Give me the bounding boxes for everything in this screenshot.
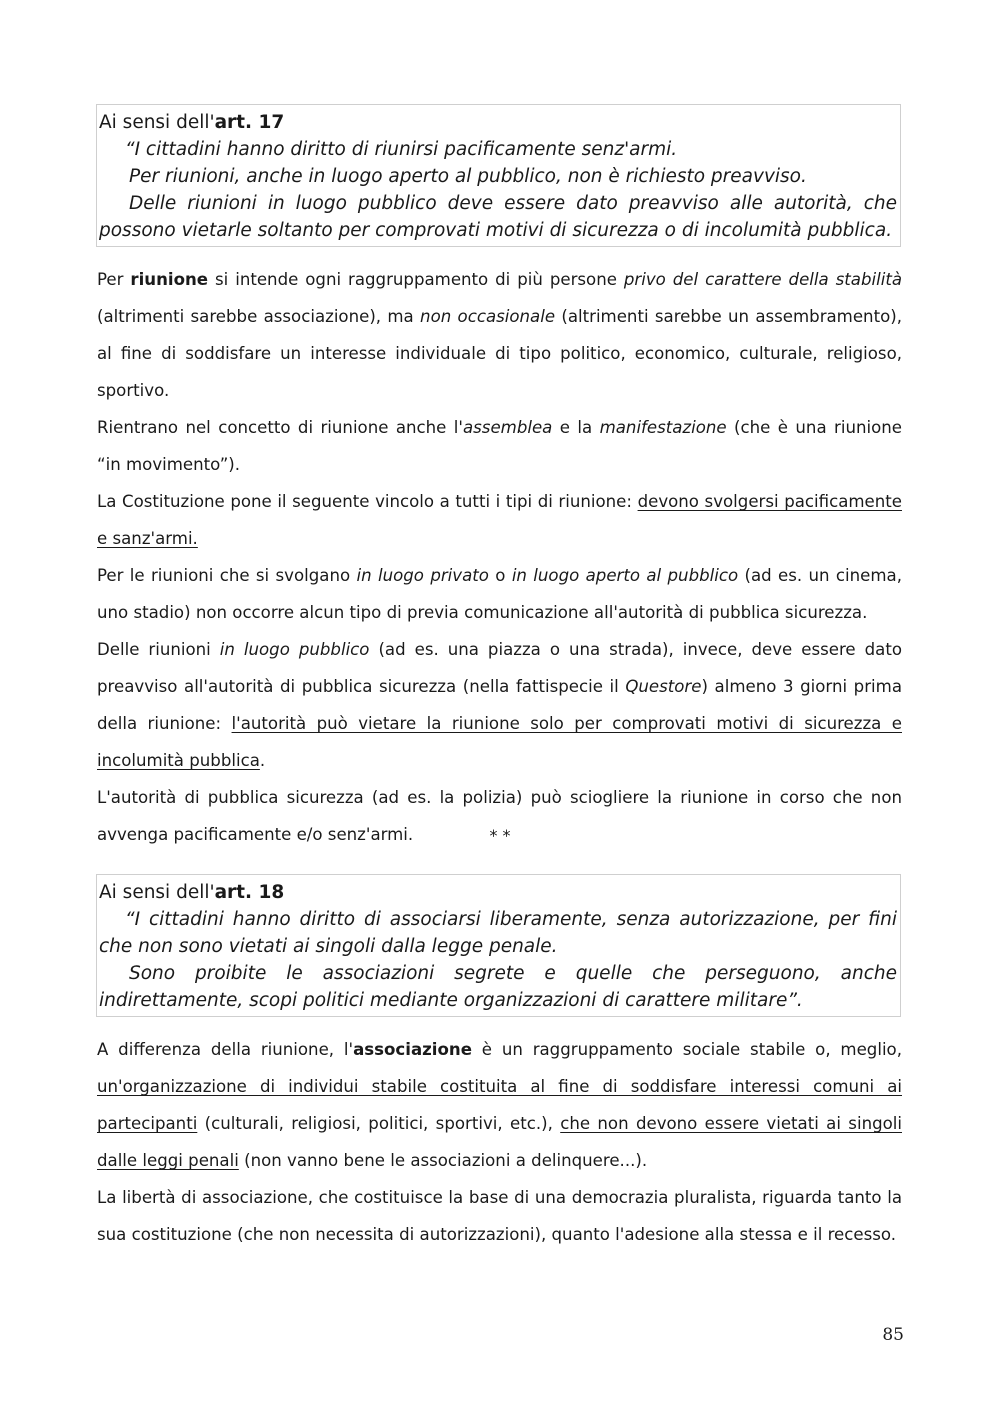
riunione-paragraph-5: Delle riunioni in luogo pubblico (ad es. una piazza o una strada), invece, deve essere dato preavviso all'autorità di pubblica sicurezza (nella fattispecie il Questore) almeno 3 giorni prima della riunione: l'autorità può vietare la riunione solo per comprovati motivi di sicurezza e incolumità pubblica. bbox=[97, 640, 902, 770]
art18-heading bbox=[99, 879, 897, 906]
riunione-paragraph-1: Per riunione si intende ogni raggruppamento di più persone privo del carattere della stabilità (altrimenti sarebbe associazione), ma non occasionale (altrimenti sarebbe un assembramento), al fine di soddisfare un interesse individuale di tipo politico, economico, culturale, religioso, sportivo. bbox=[97, 270, 902, 400]
underlined-limit: che non devono essere vietati ai singoli dalle leggi penali bbox=[97, 1114, 902, 1170]
riunione-paragraph-6: L'autorità di pubblica sicurezza (ad es. la polizia) può sciogliere la riunione in corso che non avvenga pacificamente e/o senz'armi. bbox=[97, 788, 902, 844]
art17-quote-line-2: Per riunioni, anche in luogo aperto al pubblico, non è richiesto preavviso. bbox=[129, 166, 807, 187]
underlined-definition: un'organizzazione di individui stabile costituita al fine di soddisfare interessi comuni ai partecipanti bbox=[97, 1077, 902, 1133]
art17-heading-prefix: Ai sensi dell' bbox=[99, 112, 215, 133]
riunione-section bbox=[97, 261, 902, 853]
art17-heading bbox=[99, 109, 897, 136]
term-riunione: riunione bbox=[130, 270, 209, 289]
riunione-paragraph-4: Per le riunioni che si svolgano in luogo privato o in luogo aperto al pubblico (ad es. un cinema, uno stadio) non occorre alcun tipo di previa comunicazione all'autorità di pubblica sicurezza. bbox=[97, 566, 902, 622]
art18-quote-box bbox=[96, 874, 901, 1017]
art17-quote-line-1: “I cittadini hanno diritto di riunirsi pacificamente senz'armi. bbox=[125, 139, 678, 160]
art18-quote-line-1: “I cittadini hanno diritto di associarsi liberamente, senza autorizzazione, per fini che non sono vietati ai singoli dalla legge penale. bbox=[99, 909, 897, 957]
section-separator: * * bbox=[489, 826, 511, 845]
associazione-paragraph-1: A differenza della riunione, l'associazione è un raggruppamento sociale stabile o, meglio, un'organizzazione di individui stabile costituita al fine di soddisfare interessi comuni ai partecipanti (culturali, religiosi, politici, sportivi, etc.), che non devono essere vietati ai singoli dalle leggi penali (non vanno bene le associazioni a delinquere...). bbox=[97, 1040, 902, 1170]
associazione-paragraph-2: La libertà di associazione, che costituisce la base di una democrazia pluralista, riguarda tanto la sua costituzione (che non necessita di autorizzazioni), quanto l'adesione alla stessa e il recesso. bbox=[97, 1188, 902, 1244]
underlined-constraint: devono svolgersi pacificamente e sanz'armi. bbox=[97, 492, 902, 548]
page-number: 85 bbox=[882, 1325, 904, 1345]
term-associazione: associazione bbox=[353, 1040, 472, 1059]
art18-heading-prefix: Ai sensi dell' bbox=[99, 882, 215, 903]
riunione-paragraph-3: La Costituzione pone il seguente vincolo a tutti i tipi di riunione: devono svolgersi pacificamente e sanz'armi. bbox=[97, 492, 902, 548]
art17-quote-line-3: Delle riunioni in luogo pubblico deve essere dato preavviso alle autorità, che possono vietarle soltanto per comprovati motivi di sicurezza o di incolumità pubblica. bbox=[99, 193, 897, 241]
riunione-paragraph-2: Rientrano nel concetto di riunione anche l'assemblea e la manifestazione (che è una riunione “in movimento”). bbox=[97, 418, 902, 474]
art18-heading-article: art. 18 bbox=[214, 882, 285, 903]
underlined-prohibition: l'autorità può vietare la riunione solo per comprovati motivi di sicurezza e incolumità pubblica bbox=[97, 714, 902, 770]
associazione-section bbox=[97, 1031, 902, 1253]
art17-heading-article: art. 17 bbox=[214, 112, 285, 133]
art17-quote-box bbox=[96, 104, 901, 247]
art18-quote-line-2: Sono proibite le associazioni segrete e quelle che perseguono, anche indirettamente, scopi politici mediante organizzazioni di carattere militare”. bbox=[99, 963, 897, 1011]
